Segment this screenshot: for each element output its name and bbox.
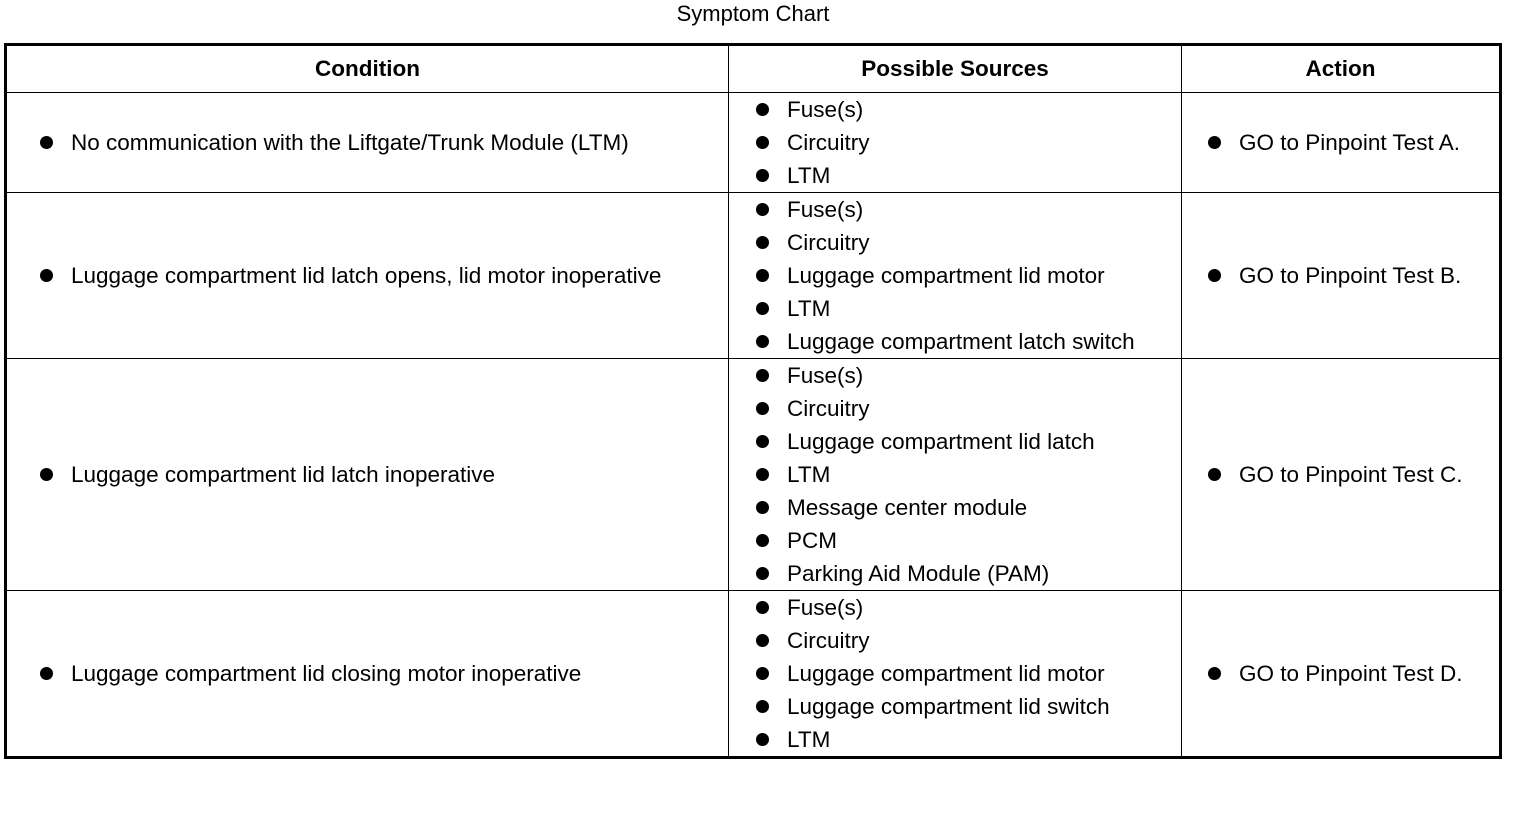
bullet-icon	[1208, 269, 1221, 282]
bullet-icon	[756, 601, 769, 614]
list-item	[729, 226, 1181, 259]
source-text: Parking Aid Module (PAM)	[787, 560, 1050, 586]
list-item	[7, 126, 728, 159]
list-item	[729, 458, 1181, 491]
condition-cell	[6, 359, 729, 591]
bullet-icon	[756, 203, 769, 216]
symptom-chart-table	[4, 43, 1502, 759]
list-item	[729, 392, 1181, 425]
bullet-icon	[756, 634, 769, 647]
list-item	[1182, 259, 1499, 292]
bullet-icon	[756, 402, 769, 415]
list-item	[729, 690, 1181, 723]
action-text: GO to Pinpoint Test A.	[1239, 129, 1460, 155]
source-text: Luggage compartment lid motor	[787, 660, 1105, 686]
source-text: Luggage compartment lid switch	[787, 693, 1110, 719]
chart-title: Symptom Chart	[676, 1, 830, 26]
bullet-icon	[756, 103, 769, 116]
list-item	[729, 292, 1181, 325]
source-text: LTM	[787, 295, 831, 321]
header-action: Action	[1182, 45, 1501, 93]
list-item	[1182, 657, 1499, 690]
condition-text: Luggage compartment lid latch opens, lid motor inoperative	[71, 262, 662, 288]
bullet-icon	[1208, 136, 1221, 149]
bullet-icon	[756, 136, 769, 149]
action-cell	[1182, 193, 1501, 359]
bullet-icon	[756, 733, 769, 746]
bullet-icon	[756, 667, 769, 680]
source-text: PCM	[787, 527, 837, 553]
table-row	[6, 591, 1501, 758]
source-text: Circuitry	[787, 627, 870, 653]
action-cell	[1182, 93, 1501, 193]
condition-text: No communication with the Liftgate/Trunk Module (LTM)	[71, 129, 629, 155]
bullet-icon	[756, 236, 769, 249]
list-item	[729, 259, 1181, 292]
header-possible-sources: Possible Sources	[729, 45, 1182, 93]
bullet-icon	[756, 435, 769, 448]
condition-cell	[6, 591, 729, 758]
bullet-icon	[756, 169, 769, 182]
condition-cell	[6, 93, 729, 193]
source-text: Circuitry	[787, 129, 870, 155]
list-item	[729, 126, 1181, 159]
bullet-icon	[756, 302, 769, 315]
bullet-icon	[1208, 468, 1221, 481]
bullet-icon	[40, 468, 53, 481]
sources-cell	[729, 359, 1182, 591]
list-item	[729, 159, 1181, 192]
source-text: Fuse(s)	[787, 96, 864, 122]
list-item	[1182, 126, 1499, 159]
source-text: Luggage compartment lid latch	[787, 428, 1095, 454]
list-item	[729, 557, 1181, 590]
list-item	[7, 259, 728, 292]
source-text: LTM	[787, 162, 831, 188]
action-cell	[1182, 591, 1501, 758]
action-text: GO to Pinpoint Test D.	[1239, 660, 1463, 686]
source-text: LTM	[787, 726, 831, 752]
source-text: Luggage compartment latch switch	[787, 328, 1135, 354]
bullet-icon	[756, 468, 769, 481]
source-text: Fuse(s)	[787, 594, 864, 620]
source-text: Fuse(s)	[787, 362, 864, 388]
list-item	[729, 524, 1181, 557]
source-text: Circuitry	[787, 229, 870, 255]
bullet-icon	[756, 501, 769, 514]
list-item	[729, 93, 1181, 126]
sources-cell	[729, 93, 1182, 193]
condition-text: Luggage compartment lid closing motor inoperative	[71, 660, 582, 686]
source-text: Fuse(s)	[787, 196, 864, 222]
bullet-icon	[756, 269, 769, 282]
table-row	[6, 93, 1501, 193]
list-item	[1182, 458, 1499, 491]
table-row	[6, 193, 1501, 359]
bullet-icon	[1208, 667, 1221, 680]
list-item	[729, 491, 1181, 524]
list-item	[7, 458, 728, 491]
bullet-icon	[40, 269, 53, 282]
sources-cell	[729, 591, 1182, 758]
sources-cell	[729, 193, 1182, 359]
header-row	[6, 45, 1501, 93]
bullet-icon	[756, 534, 769, 547]
bullet-icon	[40, 667, 53, 680]
condition-cell	[6, 193, 729, 359]
bullet-icon	[756, 567, 769, 580]
action-text: GO to Pinpoint Test C.	[1239, 461, 1463, 487]
list-item	[729, 425, 1181, 458]
bullet-icon	[756, 700, 769, 713]
list-item	[729, 359, 1181, 392]
list-item	[729, 193, 1181, 226]
source-text: LTM	[787, 461, 831, 487]
source-text: Message center module	[787, 494, 1028, 520]
list-item	[7, 657, 728, 690]
list-item	[729, 624, 1181, 657]
bullet-icon	[756, 335, 769, 348]
table-row	[6, 359, 1501, 591]
list-item	[729, 723, 1181, 756]
header-condition: Condition	[6, 45, 729, 93]
action-text: GO to Pinpoint Test B.	[1239, 262, 1462, 288]
bullet-icon	[756, 369, 769, 382]
source-text: Circuitry	[787, 395, 870, 421]
list-item	[729, 591, 1181, 624]
source-text: Luggage compartment lid motor	[787, 262, 1105, 288]
action-cell	[1182, 359, 1501, 591]
bullet-icon	[40, 136, 53, 149]
list-item	[729, 657, 1181, 690]
condition-text: Luggage compartment lid latch inoperative	[71, 461, 496, 487]
list-item	[729, 325, 1181, 358]
